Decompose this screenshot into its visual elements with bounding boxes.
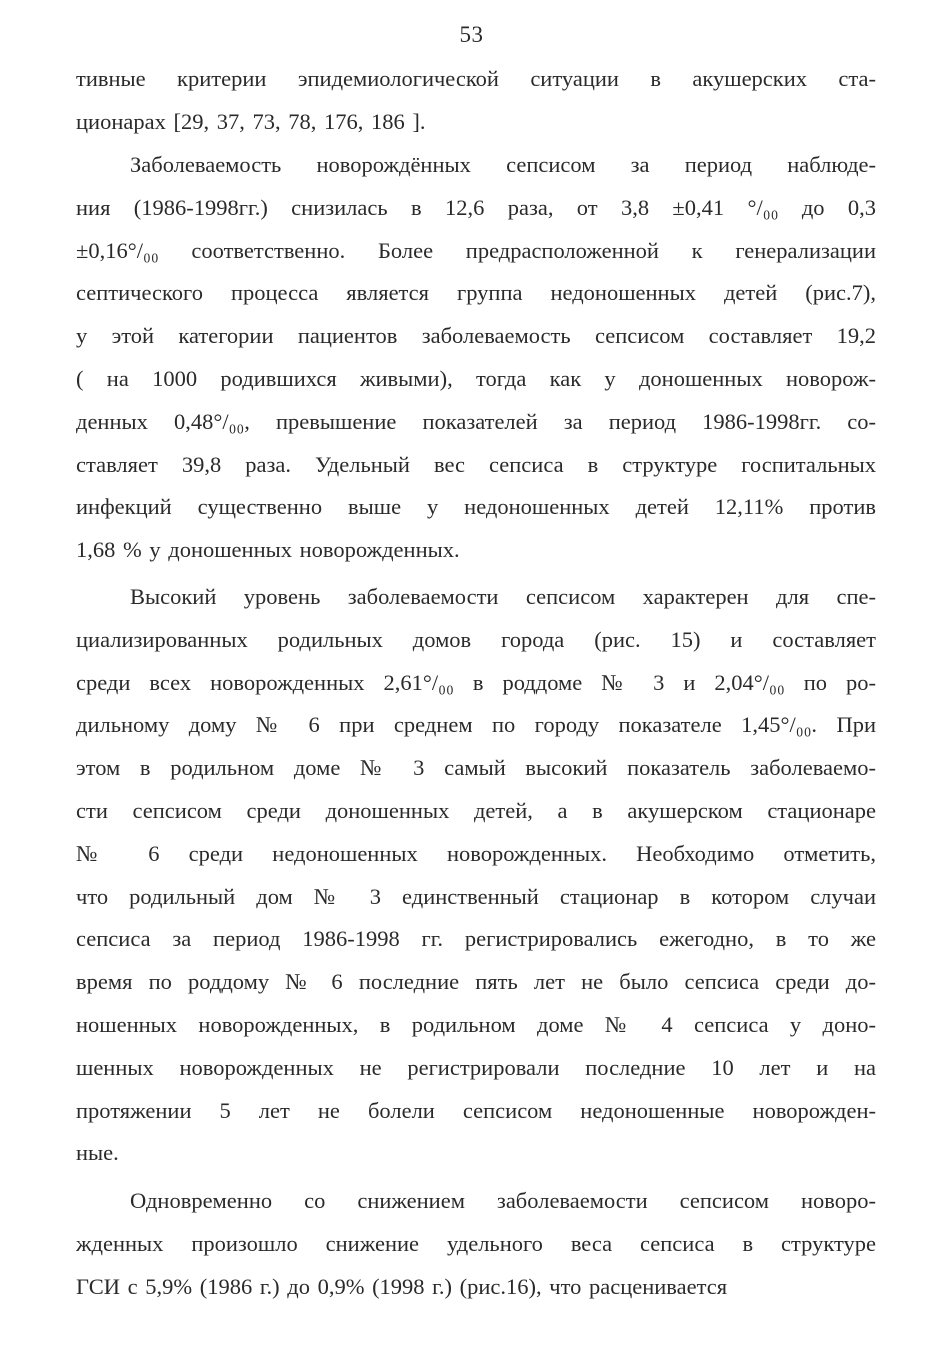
text-line: ГСИ с 5,9% (1986 г.) до 0,9% (1998 г.) (рис.16), что расценивается	[76, 1273, 728, 1299]
paragraph-1	[76, 58, 876, 144]
text-line: сепсиса за период 1986-1998 гг. регистрировались ежегодно, в то же	[76, 926, 876, 952]
text-line: среди всех новорожденных 2,61°/₀₀ в роддоме № 3 и 2,04°/₀₀ по ро-	[76, 669, 876, 695]
text-line: № 6 среди недоношенных новорожденных. Необходимо отметить,	[76, 840, 876, 866]
text-line: у этой категории пациентов заболеваемость сепсисом составляет 19,2	[76, 323, 876, 349]
text-line: денных 0,48°/₀₀, превышение показателей за период 1986-1998гг. со-	[76, 408, 876, 434]
text-line: ные.	[76, 1140, 119, 1166]
text-line: Заболеваемость новорождённых сепсисом за период наблюде-	[130, 152, 876, 177]
text-line: септического процесса является группа недоношенных детей (рис.7),	[76, 280, 876, 306]
text-line: тивные критерии эпидемиологической ситуации в акушерских ста-	[76, 66, 876, 91]
text-line: циализированных родильных домов города (рис. 15) и составляет	[76, 626, 876, 652]
paragraph-4	[76, 1180, 876, 1308]
text-line: инфекций существенно выше у недоношенных детей 12,11% против	[76, 494, 876, 520]
text-line: 1,68 % у доношенных новорожденных.	[76, 537, 460, 563]
text-line: ±0,16°/₀₀ соответственно. Более предрасположенной к генерализации	[76, 237, 876, 263]
text-line: сти сепсисом среди доношенных детей, а в акушерском стационаре	[76, 797, 876, 823]
text-line: шенных новорожденных не регистрировали последние 10 лет и на	[76, 1054, 876, 1080]
text-line: что родильный дом № 3 единственный стационар в котором случаи	[76, 883, 876, 909]
paragraph-3	[76, 576, 876, 1175]
text-line: ношенных новорожденных, в родильном доме № 4 сепсиса у доно-	[76, 1011, 876, 1037]
text-line: ционарах [29, 37, 73, 78, 176, 186 ].	[76, 108, 426, 134]
text-line: дильному дому № 6 при среднем по городу показателе 1,45°/₀₀. При	[76, 712, 876, 738]
text-line: ния (1986-1998гг.) снизилась в 12,6 раза, от 3,8 ±0,41 °/₀₀ до 0,3	[76, 194, 876, 220]
text-line: Высокий уровень заболеваемости сепсисом характерен для спе-	[130, 584, 876, 609]
text-line: этом в родильном доме № 3 самый высокий показатель заболеваемо-	[76, 755, 876, 781]
paragraph-2	[76, 144, 876, 572]
text-line: ставляет 39,8 раза. Удельный вес сепсиса в структуре госпитальных	[76, 451, 876, 477]
text-line: протяжении 5 лет не болели сепсисом недоношенные новорожден-	[76, 1097, 876, 1123]
text-line: ( на 1000 родившихся живыми), тогда как у доношенных новорож-	[76, 365, 876, 391]
page-number: 53	[459, 22, 484, 47]
text-line: жденных произошло снижение удельного веса сепсиса в структуре	[76, 1230, 876, 1256]
text-line: время по роддому № 6 последние пять лет не было сепсиса среди до-	[76, 969, 876, 995]
text-line: Одновременно со снижением заболеваемости сепсисом новоро-	[130, 1188, 876, 1213]
